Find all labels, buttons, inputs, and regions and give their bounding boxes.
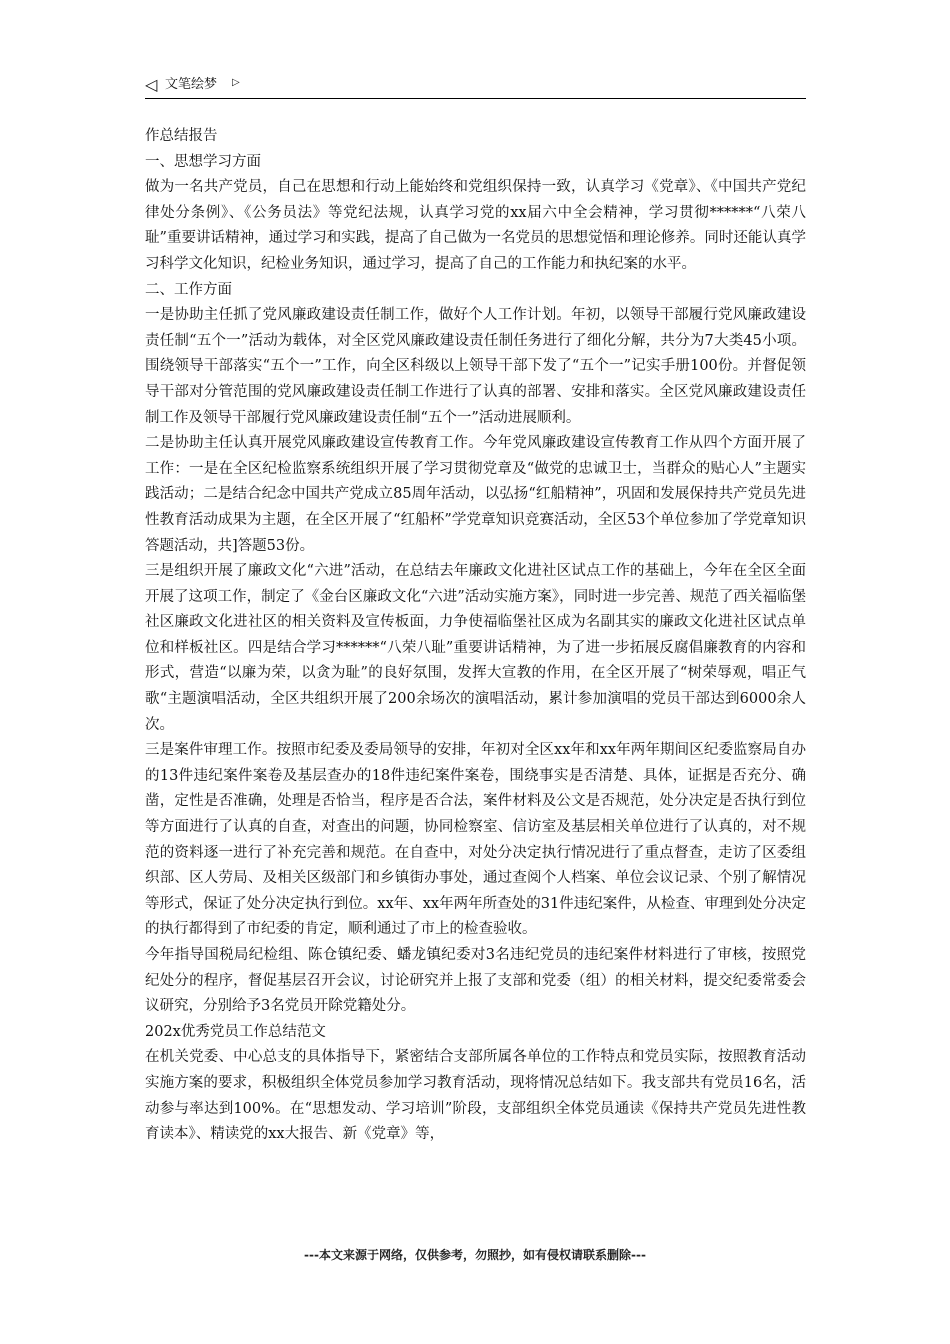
section-heading: 202x优秀党员工作总结范文	[145, 1023, 326, 1040]
paragraph: 在机关党委、中心总支的具体指导下，紧密结合支部所属各单位的工作特点和党员实际，按照教育活动实施方案的要求，积极组织全体党员参加学习教育活动，现将情况总结如下。我支部共有党员16名，活动参与率达到100%。在“思想发动、学习培训”阶段，支部组织全体党员通读《保持共产党员先进性教育读本》、精读党的xx大报告、新《党章》等，	[145, 1049, 806, 1143]
page-header	[145, 74, 806, 99]
section-heading: 二、工作方面	[145, 281, 232, 298]
paragraph: 三是组织开展了廉政文化“六进”活动，在总结去年廉政文化进社区试点工作的基础上，今年在全区全面开展了这项工作，制定了《金台区廉政文化“六进”活动实施方案》，同时进一步完善、规范了西关福临堡社区廉政文化进社区的相关资料及宣传板面，力争使福临堡社区成为名副其实的廉政文化进社区试点单位和样板社区。四是结合学习******“八荣八耻”重要讲话精神，为了进一步拓展反腐倡廉教育的内容和形式，营造“以廉为荣，以贪为耻”的良好氛围，发挥大宣教的作用，在全区开展了“树荣辱观，唱正气歌“主题演唱活动，全区共组织开展了200余场次的演唱活动，累计参加演唱的党员干部达到6000余人次。	[145, 563, 806, 733]
header-title: 文笔绘梦	[165, 77, 218, 92]
paragraph: 二是协助主任认真开展党风廉政建设宣传教育工作。今年党风廉政建设宣传教育工作从四个方面开展了工作：一是在全区纪检监察系统组织开展了学习贯彻党章及“做党的忠诚卫士，当群众的贴心人”主题实践活动；二是结合纪念中国共产党成立85周年活动，以弘扬“红船精神”，巩固和发展保持共产党员先进性教育活动成果为主题，在全区开展了“红船杯”学党章知识竞赛活动，全区53个单位参加了学党章知识答题活动，共]答题53份。	[145, 435, 806, 554]
paragraph: 三是案件审理工作。按照市纪委及委局领导的安排，年初对全区xx年和xx年两年期间区纪委监察局自办的13件违纪案件案卷及基层查办的18件违纪案件案卷，围绕事实是否清楚、具体，证据是否充分、确凿，定性是否准确，处理是否恰当，程序是否合法，案件材料及公文是否规范，处分决定是否执行到位等方面进行了认真的自查，对查出的问题，协同检察室、信访室及基层相关单位进行了认真的，对不规范的资料逐一进行了补充完善和规范。在自查中，对处分决定执行情况进行了重点督查，走访了区委组织部、区人劳局、及相关区级部门和乡镇街办事处，通过查阅个人档案、单位会议记录、个别了解情况等形式，保证了处分决定执行到位。xx年、xx年两年所查处的31件违纪案件，从检查、审理到处分决定的执行都得到了市纪委的肯定，顺利通过了市上的检查验收。	[145, 742, 806, 938]
paragraph: 一是协助主任抓了党风廉政建设责任制工作，做好个人工作计划。年初，以领导干部履行党风廉政建设责任制“五个一”活动为载体，对全区党风廉政建设责任制任务进行了细化分解，共分为7大类45小项。围绕领导干部落实“五个一”工作，向全区科级以上领导干部下发了“五个一”记实手册100份。并督促领导干部对分管范围的党风廉政建设责任制工作进行了认真的部署、安排和落实。全区党风廉政建设责任制工作及领导干部履行党风廉政建设责任制“五个一”活动进展顺利。	[145, 307, 806, 426]
page-footer-notice: ---本文来源于网络，仅供参考，勿照抄，如有侵权请联系删除---	[304, 1248, 646, 1262]
document-body	[145, 124, 806, 1148]
document-title: 作总结报告	[145, 128, 218, 144]
triangle-right-outline-icon: ▷	[232, 77, 240, 88]
paragraph: 今年指导国税局纪检组、陈仓镇纪委、蟠龙镇纪委对3名违纪党员的违纪案件材料进行了审核，按照党纪处分的程序，督促基层召开会议，讨论研究并上报了支部和党委（组）的相关材料，提交纪委常委会议研究，分别给予3名党员开除党籍处分。	[145, 947, 806, 1015]
paragraph: 做为一名共产党员，自己在思想和行动上能始终和党组织保持一致，认真学习《党章》、《中国共产党纪律处分条例》、《公务员法》等党纪法规，认真学习党的xx届六中全会精神，学习贯彻******“八荣八耻”重要讲话精神，通过学习和实践，提高了自己做为一名党员的思想觉悟和理论修养。同时还能认真学习科学文化知识，纪检业务知识，通过学习，提高了自己的工作能力和执纪案的水平。	[145, 179, 806, 272]
triangle-left-outline-icon: ◁	[145, 75, 158, 94]
section-heading: 一、思想学习方面	[145, 153, 261, 170]
